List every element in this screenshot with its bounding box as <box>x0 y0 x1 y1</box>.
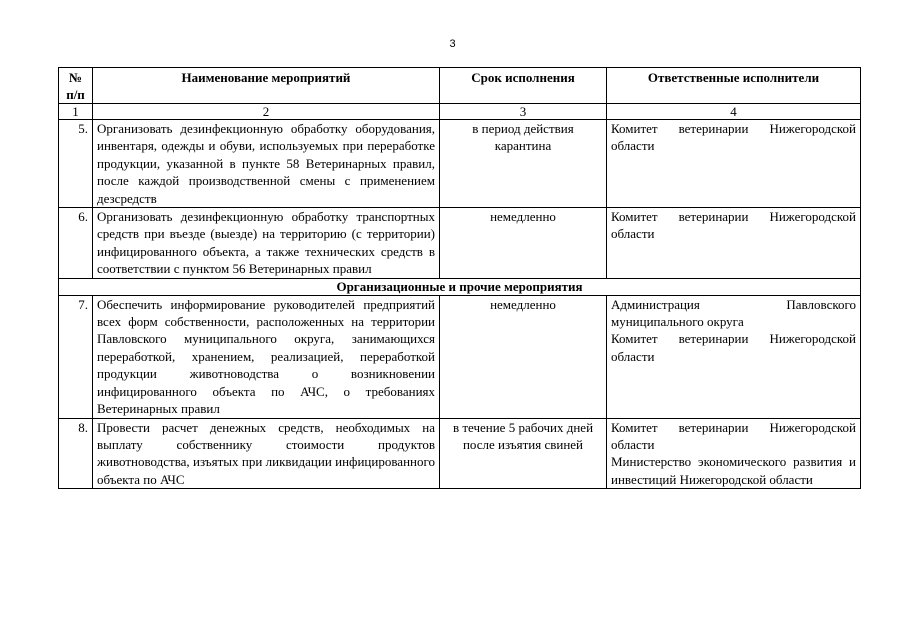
header-term: Срок исполнения <box>440 68 607 104</box>
measure-term: немедленно <box>440 295 607 418</box>
measure-responsible <box>607 208 861 279</box>
measures-table <box>58 67 861 489</box>
table-row <box>59 208 861 279</box>
header-responsible: Ответственные исполнители <box>607 68 861 104</box>
responsible-entry: Министерство экономического развития и инвестиций Нижегородской области <box>611 454 856 487</box>
row-number: 5. <box>59 120 93 208</box>
measure-name: Обеспечить информирование руководителей предприятий всех форм собственности, расположенных на территории Павловского муниципального округа, занимающихся переработкой, хранением, реализацией, переработкой продукции животноводства о возникновении инфицированного объекта по АЧС, о требованиях Ветеринарных правил <box>93 295 440 418</box>
measure-name: Провести расчет денежных средств, необходимых на выплату собственнику стоимости продуктов животноводства, изъятых при ликвидации инфицированного объекта по АЧС <box>93 418 440 489</box>
col-number: 3 <box>440 104 607 120</box>
measure-name: Организовать дезинфекционную обработку транспортных средств при въезде (выезде) на территорию (с территории) инфицированного объекта, а также технических средств в соответствии с пунктом 56 Ветеринарных правил <box>93 208 440 279</box>
responsible-entry: Комитет ветеринарии Нижегородской области <box>611 209 856 242</box>
header-name: Наименование мероприятий <box>93 68 440 104</box>
row-number: 8. <box>59 418 93 489</box>
measure-responsible <box>607 120 861 208</box>
measure-term: в течение 5 рабочих дней после изъятия свиней <box>440 418 607 489</box>
responsible-entry: Комитет ветеринарии Нижегородской области <box>611 419 856 452</box>
measure-name: Организовать дезинфекционную обработку оборудования, инвентаря, одежды и обуви, используемых при переработке продукции, указанной в пункте 58 Ветеринарных правил, после каждой производственной смены с применением дезсредств <box>93 120 440 208</box>
responsible-entry: Администрация Павловского муниципального округа <box>611 296 856 330</box>
measure-responsible <box>607 418 861 489</box>
col-number: 4 <box>607 104 861 120</box>
measure-responsible <box>607 295 861 418</box>
measure-term: в период действия карантина <box>440 120 607 208</box>
measure-term: немедленно <box>440 208 607 279</box>
responsible-entry: Комитет ветеринарии Нижегородской области <box>611 331 856 364</box>
col-number: 1 <box>59 104 93 120</box>
column-numbers-row <box>59 104 861 120</box>
header-row <box>59 68 861 104</box>
row-number: 7. <box>59 295 93 418</box>
page-number: 3 <box>449 38 456 50</box>
header-num: № п/п <box>59 68 93 104</box>
table-row <box>59 295 861 418</box>
col-number: 2 <box>93 104 440 120</box>
table-row <box>59 120 861 208</box>
responsible-entry: Комитет ветеринарии Нижегородской области <box>611 121 856 154</box>
table-row <box>59 418 861 489</box>
row-number: 6. <box>59 208 93 279</box>
section-title: Организационные и прочие мероприятия <box>59 278 861 295</box>
section-row <box>59 278 861 295</box>
